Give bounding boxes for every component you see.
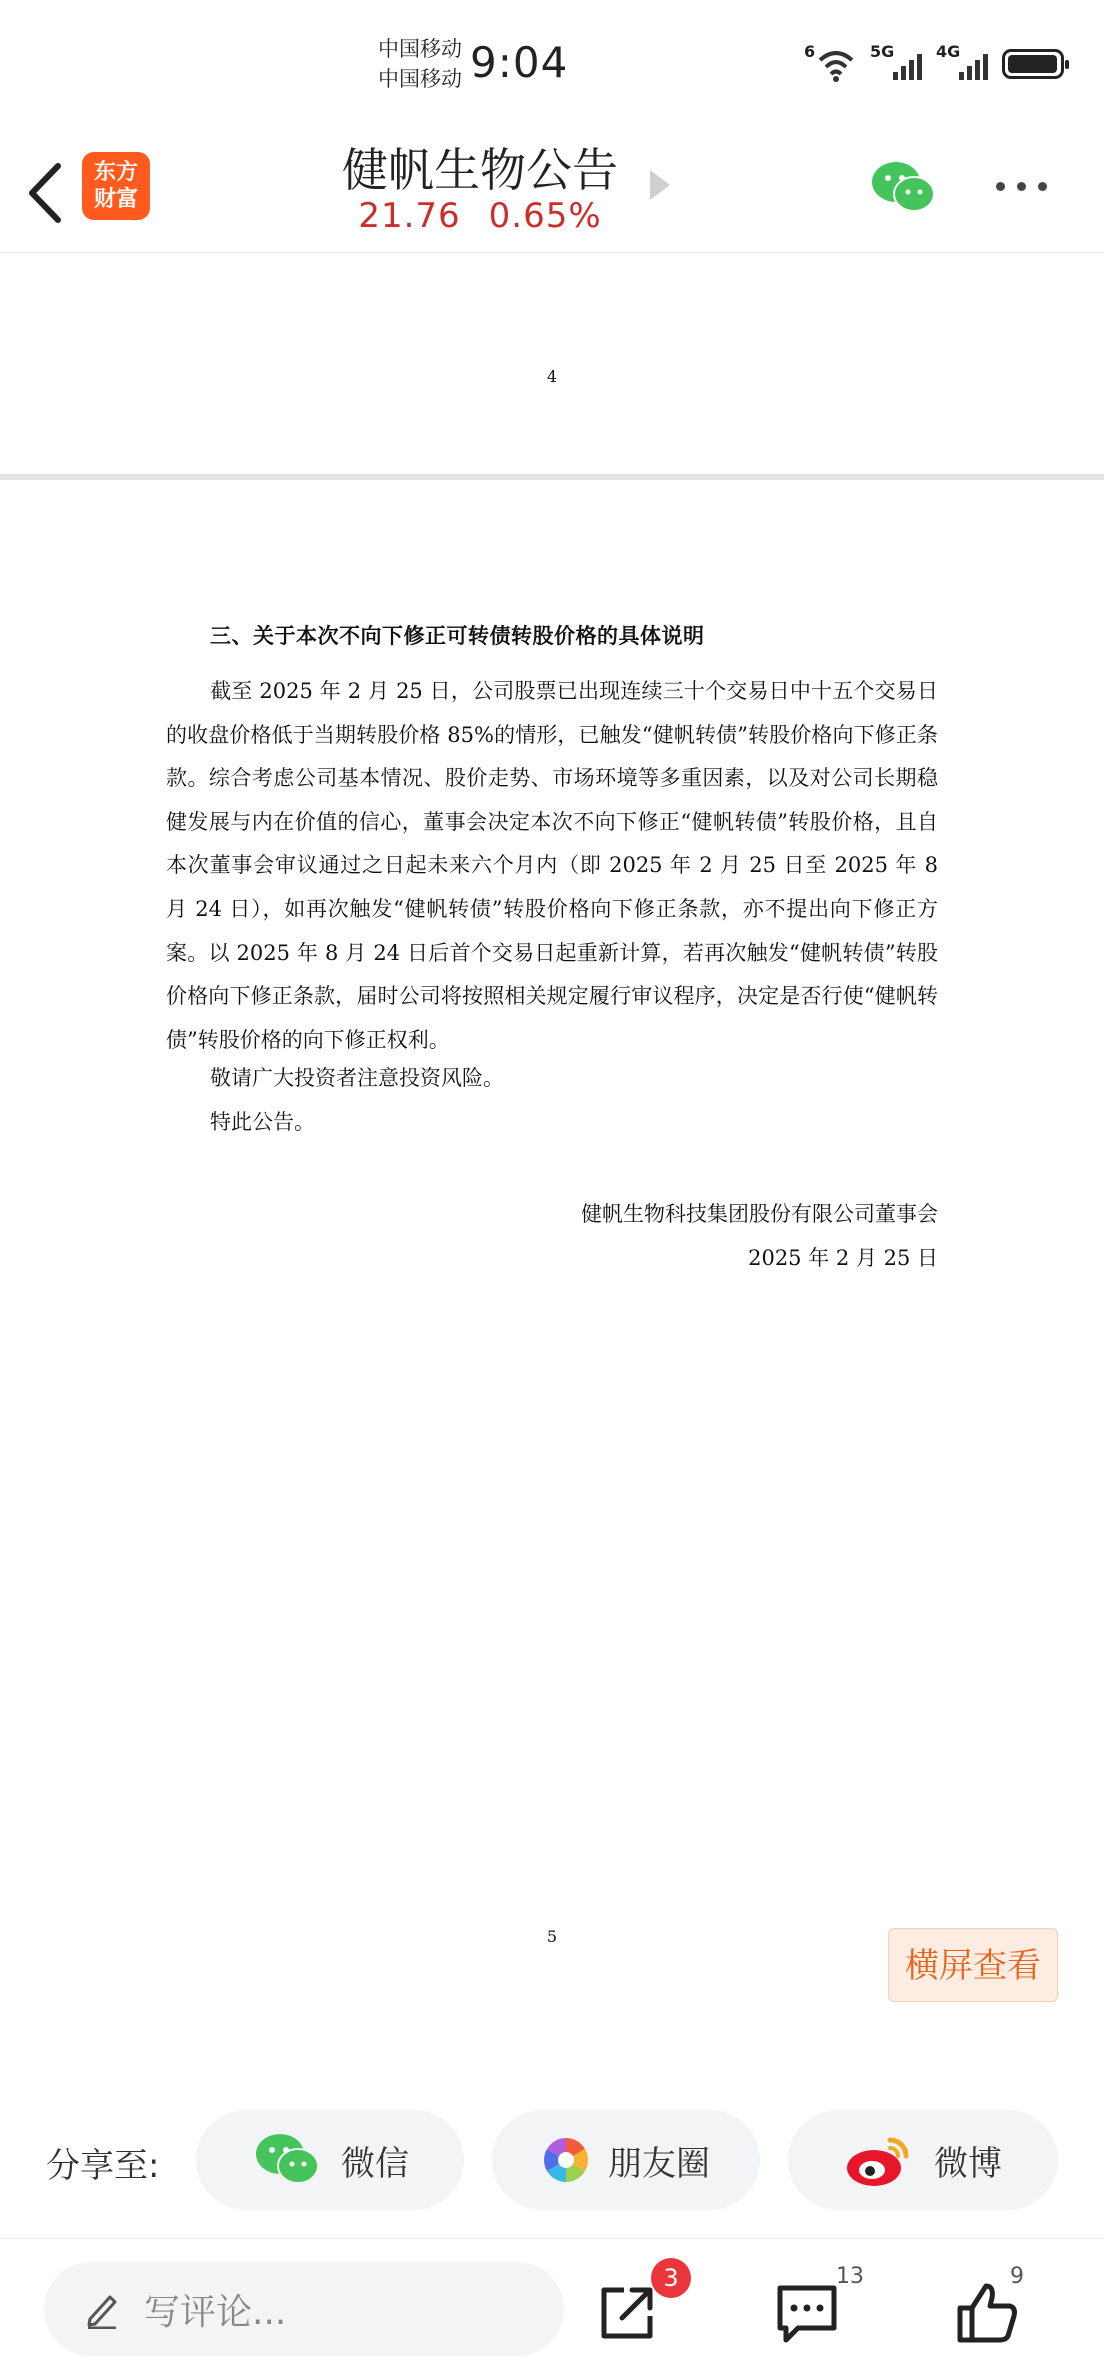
share-badge: 3: [651, 2258, 691, 2298]
logo-line-2: 财富: [93, 187, 138, 212]
signal-4g-label: 4G: [936, 42, 961, 61]
signal-4g-icon: [936, 44, 988, 84]
carrier-1: 中国移动: [378, 37, 462, 61]
share-label: 分享至:: [46, 2146, 160, 2186]
page-number: 4: [546, 367, 558, 386]
document-page-prev: [0, 253, 1104, 475]
risk-notice: 敬请广大投资者注意投资风险。: [210, 1066, 504, 1090]
signal-5g-label: 5G: [870, 42, 895, 61]
share-icon[interactable]: [592, 2278, 662, 2348]
closing-line: 特此公告。: [210, 1110, 315, 1134]
share-wechat-button[interactable]: [196, 2110, 464, 2210]
moments-icon: [542, 2136, 590, 2184]
app-header: [0, 130, 1104, 253]
wifi-icon: [804, 44, 856, 84]
signature-org: 健帆生物科技集团股份有限公司董事会: [581, 1202, 938, 1226]
share-bar: [0, 2100, 1104, 2220]
pencil-icon: [84, 2289, 120, 2329]
carrier-2: 中国移动: [378, 67, 462, 91]
share-weibo-button[interactable]: [788, 2110, 1058, 2210]
stock-quote[interactable]: [0, 196, 960, 236]
system-icons: [804, 44, 1064, 84]
share-moments-label: 朋友圈: [608, 2143, 710, 2184]
carrier-labels: [378, 34, 462, 94]
document-page: [0, 480, 1104, 2080]
comment-input[interactable]: [44, 2262, 564, 2356]
share-moments-button[interactable]: [492, 2110, 760, 2210]
signal-5g-icon: [870, 44, 922, 84]
battery-icon: [1002, 49, 1064, 79]
like-count: 9: [1010, 2264, 1024, 2289]
body-text: 截至 2025 年 2 月 25 日，公司股票已出现连续三十个交易日中十五个交易日的收盘价格低于当期转股价格 85%的情形，已触发“健帆转债”转股价格向下修正条款。综合考虑公司基本情况、股价走势、市场环境等多重因素，以及对公司长期稳健发展与内在价值的信心，董事会决定本次不向下修正“健帆转债”转股价格，且自本次董事会审议通过之日起未来六个月内（即 2025 年 2 月 25 日至 2025 年 8 月 24 日），如再次触发“健帆转债”转股价格向下修正条款，亦不提出向下修正方案。以 2025 年 8 月 24 日后首个交易日起重新计算，若再次触发“健帆转债”转股价格向下修正条款，届时公司将按照相关规定履行审议程序，决定是否行使“健帆转债”转股价格的向下修正权利。: [166, 679, 938, 1052]
weibo-icon: [844, 2130, 916, 2190]
share-wechat-label: 微信: [341, 2143, 409, 2184]
comment-icon[interactable]: [772, 2278, 842, 2348]
more-icon[interactable]: [996, 182, 1047, 191]
section-heading: 三、关于本次不向下修正可转债转股价格的具体说明: [210, 623, 705, 648]
play-icon[interactable]: [650, 170, 670, 200]
body-paragraph: [166, 670, 938, 1062]
clock: 9:04: [470, 38, 569, 87]
stock-change: 0.65%: [488, 196, 602, 236]
share-weibo-label: 微博: [934, 2143, 1002, 2184]
comment-placeholder: 写评论...: [144, 2291, 287, 2333]
signature-date: 2025 年 2 月 25 日: [748, 1246, 938, 1270]
landscape-view-button[interactable]: 横屏查看: [888, 1928, 1058, 2002]
status-bar: [0, 0, 1104, 130]
logo-line-1: 东方: [93, 160, 138, 185]
bottom-bar: [0, 2240, 1104, 2376]
wifi-label: 6: [804, 42, 816, 61]
wechat-icon[interactable]: [870, 158, 936, 218]
divider: [0, 2238, 1104, 2239]
stock-price: 21.76: [358, 196, 461, 236]
page-number: 5: [546, 1927, 558, 1946]
comment-count: 13: [836, 2264, 864, 2289]
page-title: 健帆生物公告: [342, 143, 618, 197]
wechat-icon: [251, 2130, 323, 2190]
